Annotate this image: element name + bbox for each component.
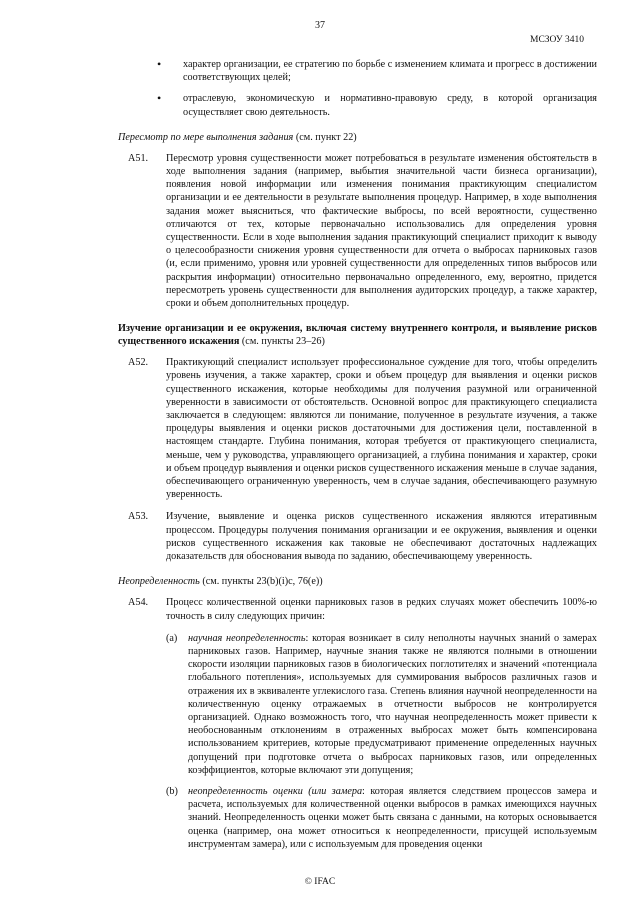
paragraph-text: Процесс количественной оценки парниковых газов в редких случаях может обеспечить 100%-ю точность в силу следующих причин: [166, 597, 597, 622]
section-ref: (см. пункты 23(b)(i)c, 76(e)) [199, 576, 323, 588]
bullet-item [157, 58, 597, 84]
subparagraph-body: : которая возникает в силу неполноты научных знаний о замерах парниковых газов. Например, научные знания также не являются полными в отношении скорости изоляции парниковых газов в биологических поглотителях и значений «потенциала глобального потепления», используемых для суммирования выбросов различных газов и отражения их в эквиваленте углекислого газа. Степень влияния научной неопределенности на количественную оценку отражаемых в отчетности выбросов не контролируется организацией. Однако возможность того, что научная неопределенность может привести к необоснованным отклонениям в отраженных выбросах может быть компенсирована использованием критериев, которые предусматривают применение определенных научных допущений при подготовке отчета о выбросах парниковых газов, или определенных коэффициентов, которые включают эти допущения; [188, 632, 598, 776]
bullet-text: отраслевую, экономическую и нормативно-правовую среду, в которой организация осуществляет свою деятельность. [183, 93, 597, 118]
subparagraph-term: научная неопределенность [188, 632, 306, 644]
paragraph-a52 [128, 356, 597, 501]
subparagraph-text [188, 785, 597, 851]
paragraph-text: Пересмотр уровня существенности может потребоваться в результате изменения обстоятельств в ходе выполнения задания (например, выбытия значительной части бизнеса организации), появления новой информации или изменения понимания практикующим специалистом организации и ее деятельности в результате выполнения процедур. Например, в ходе выполнения задания может выясниться, что фактические выбросы, по всей вероятности, существенно отличаются от тех, которые первоначально использовались для определения уровня существенности. Если в ходе выполнения задания практикующий специалист приходит к выводу о целесообразности снижения уровня существенности для отчета о выбросах парниковых газов (и, если применимо, уровня или уровней существенности для определенных типов выбросов или раскрытия информации) относительно первоначально определенного, ему, вероятно, придется пересмотреть уровень существенности для выполнения аудиторских процедур, а также характер, сроки и объем дополнительных процедур. [166, 152, 597, 310]
paragraph-number: A52. [128, 357, 149, 369]
subparagraph-label: (a) [166, 632, 178, 644]
section-heading [118, 131, 597, 144]
subparagraph-term: неопределенность оценки (или замера [188, 785, 363, 797]
subparagraph-body: : которая является следствием процессов замера и расчета, используемых для количественной оценки выбросов в рамках имеющихся научных знаний. Неопределенность оценки может быть связана с данными, на которых основывается оценка (например, она может относиться к неопределенности, присущей используемым инструментам замера), или с используемым для проведения оценки [188, 785, 597, 850]
document-code: МСЗОУ 3410 [530, 35, 584, 45]
section-title: Неопределенность [118, 576, 200, 588]
section-heading [118, 575, 597, 588]
section-title: Изучение организации и ее окружения, включая систему внутреннего контроля, и выявление рисков существенного искажения [118, 323, 597, 348]
bullet-item [157, 92, 597, 118]
section-ref: (см. пункты 23–26) [239, 336, 325, 348]
bullet-icon: • [157, 91, 162, 106]
subparagraph-b [166, 785, 597, 851]
section-heading [118, 322, 597, 348]
paragraph-a53 [128, 510, 597, 563]
footer-copyright: © IFAC [304, 877, 336, 887]
bullet-icon: • [157, 57, 162, 71]
paragraph-number: A53. [128, 511, 149, 523]
paragraph-text: Изучение, выявление и оценка рисков существенного искажения являются итеративным процессом. Процедуры получения понимания организации и ее окружения, выявления и оценки рисков существенного искажения как таковые не обеспечивают достаточных надлежащих доказательств для обоснования вывода по заданию, обеспечивающему уверенность. [166, 511, 597, 563]
paragraph-text: Практикующий специалист использует профессиональное суждение для того, чтобы определить уровень изучения, а также характер, сроки и объем процедур для выявления и оценки рисков существенного искажения, которые необходимы для получения разумной или ограниченной уверенности в зависимости от обстоятельств. Основной вопрос для практикующего специалиста заключается в следующем: являются ли понимание, полученное в результате изучения, а также процедуры выявления и оценки рисков достаточными для достижения цели, поставленной в настоящем стандарте. Глубина понимания, которая требуется от практикующего специалиста, меньше, чем у руководства, управляющего организацией, а глубина понимания и характер, сроки и объем процедур выявления и оценки рисков существенного искажения меньше в случае задания, обеспечивающего ограниченную уверенность, чем в случае задания, обеспечивающего разумную уверенность. [166, 357, 597, 501]
page-number: 37 [315, 20, 325, 31]
page-content [0, 58, 640, 859]
section-ref: (см. пункт 22) [293, 131, 357, 143]
subparagraph-text [188, 632, 597, 777]
paragraph-a51 [128, 152, 597, 310]
bullet-text: характер организации, ее стратегию по борьбе с изменением климата и прогресс в достижении соответствующих целей; [183, 59, 597, 84]
subparagraph-a [166, 632, 597, 777]
section-title: Пересмотр по мере выполнения задания [118, 131, 294, 143]
subparagraph-label: (b) [166, 785, 178, 797]
paragraph-a54 [128, 596, 597, 622]
paragraph-number: A54. [128, 597, 149, 609]
paragraph-number: A51. [128, 152, 149, 164]
